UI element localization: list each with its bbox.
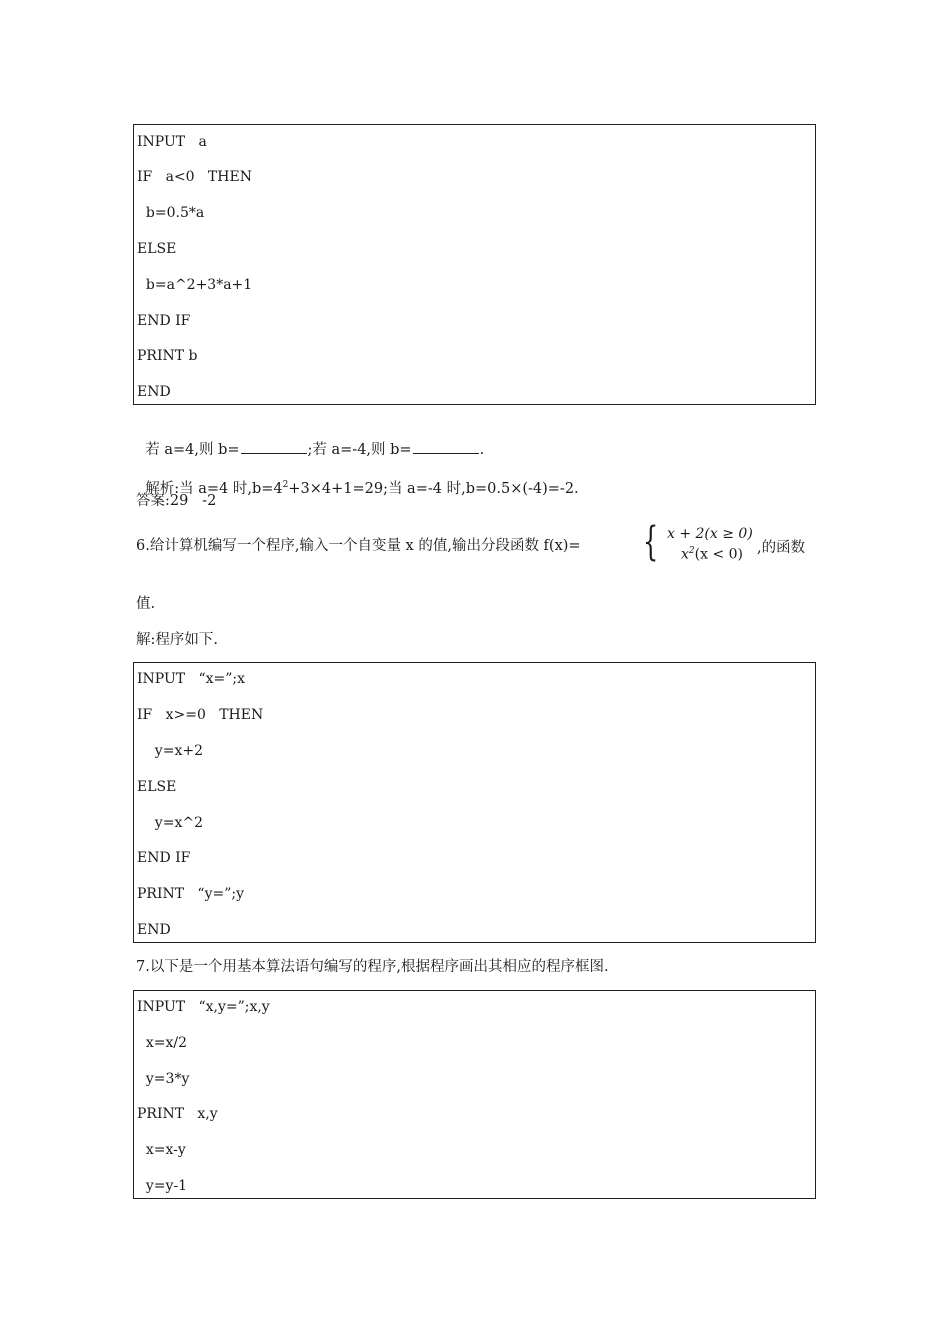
- solution-text: 解:程序如下.: [136, 632, 218, 648]
- code-line: ELSE: [137, 241, 177, 257]
- code-line: END IF: [137, 850, 191, 866]
- question-text: 若 a=4,则 b=: [145, 442, 240, 458]
- code-line: PRINT “y=”;y: [137, 886, 245, 902]
- superscript: 2: [688, 546, 695, 556]
- code-line: y=x+2: [137, 743, 203, 759]
- superscript: 2: [282, 480, 289, 490]
- code-line: END: [137, 384, 171, 400]
- code-line: PRINT b: [137, 348, 198, 364]
- code-line: x=x-y: [137, 1142, 186, 1158]
- analysis-part: 解析:当 a=4 时,b=4: [145, 480, 283, 497]
- question-6-tail: ,的函数: [757, 540, 806, 556]
- answer-blank: [413, 439, 479, 454]
- question-6-tail-2: 值.: [136, 596, 156, 612]
- code-box-2: [133, 662, 816, 943]
- code-line: b=a^2+3*a+1: [137, 277, 253, 293]
- code-line: END IF: [137, 313, 191, 329]
- code-line: ELSE: [137, 779, 177, 795]
- code-line: y=x^2: [137, 815, 203, 831]
- case-var: x: [681, 546, 689, 563]
- answer-text: 答案:29 -2: [136, 493, 217, 509]
- piecewise-case-1: x + 2(x ≥ 0): [667, 526, 753, 542]
- question-5-fill-in: [136, 419, 484, 460]
- code-line: IF x>=0 THEN: [137, 707, 264, 723]
- code-line: INPUT “x=”;x: [137, 671, 245, 687]
- code-line: IF a<0 THEN: [137, 169, 252, 185]
- question-6-stem: 6.给计算机编写一个程序,输入一个自变量 x 的值,输出分段函数 f(x)=: [136, 538, 581, 554]
- analysis-part: +3×4+1=29;当 a=-4 时,b=0.5×(-4)=-2.: [288, 480, 579, 497]
- question-text: .: [479, 442, 485, 458]
- brace-symbol: {: [643, 519, 659, 565]
- question-7-stem: 7.以下是一个用基本算法语句编写的程序,根据程序画出其相应的程序框图.: [136, 959, 609, 975]
- code-box-3: [133, 990, 816, 1199]
- piecewise-case-2: [681, 546, 743, 563]
- code-line: y=y-1: [137, 1178, 188, 1194]
- code-line: y=3*y: [137, 1071, 190, 1087]
- case-cond: (x < 0): [694, 546, 743, 563]
- code-line: END: [137, 922, 171, 938]
- code-line: INPUT “x,y=”;x,y: [137, 999, 270, 1015]
- code-line: INPUT a: [137, 134, 207, 150]
- code-line: x=x/2: [137, 1035, 188, 1051]
- code-line: PRINT x,y: [137, 1106, 218, 1122]
- question-text: ;若 a=-4,则 b=: [307, 442, 412, 458]
- code-line: b=0.5*a: [137, 205, 205, 221]
- code-box-1: [133, 124, 816, 405]
- answer-blank: [241, 439, 307, 454]
